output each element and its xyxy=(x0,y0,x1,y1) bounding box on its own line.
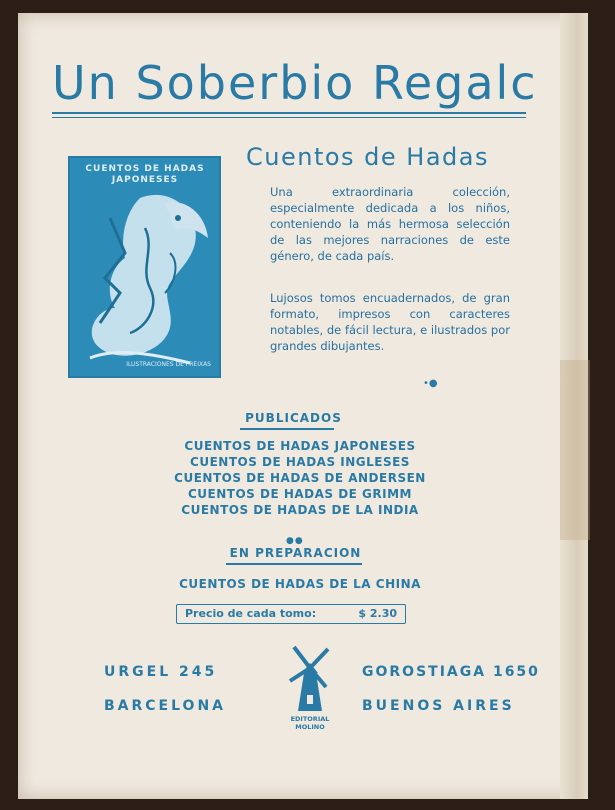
price-value: $ 2.30 xyxy=(358,607,397,620)
book-cover-image xyxy=(68,156,221,378)
in-preparation-heading: EN PREPARACION xyxy=(229,546,362,560)
published-item: CUENTOS DE HADAS DE ANDERSEN xyxy=(174,471,426,485)
in-preparation-heading-underline xyxy=(226,563,362,565)
published-item: CUENTOS DE HADAS JAPONESES xyxy=(184,439,416,453)
publisher-line1: EDITORIAL xyxy=(290,715,330,723)
address-right-city: BUENOS AIRES xyxy=(362,698,515,714)
price-box xyxy=(176,604,406,624)
windmill-logo-icon xyxy=(280,643,340,713)
cover-title: CUENTOS DE HADAS JAPONESES xyxy=(85,164,205,185)
in-preparation-list xyxy=(0,576,600,592)
published-item: CUENTOS DE HADAS DE GRIMM xyxy=(187,487,412,501)
cover-credit: ILUSTRACIONES DE FREIXAS xyxy=(126,361,211,368)
published-item: CUENTOS DE HADAS DE LA INDIA xyxy=(181,503,419,517)
description-paragraph-1: Una extraordinaria colección, especialmente dedicada a los niños, conteniendo la más hermosa selección de las mejores narraciones de este género, de cada país. xyxy=(270,185,510,263)
page-title: Un Soberbio Regalc xyxy=(52,56,538,110)
address-right-street: GOROSTIAGA 1650 xyxy=(362,664,540,680)
title-rule-top xyxy=(52,112,526,114)
published-list xyxy=(0,438,600,518)
dragon-illustration xyxy=(70,158,219,376)
published-item: CUENTOS DE HADAS INGLESES xyxy=(190,455,410,469)
published-heading-underline xyxy=(240,428,334,430)
published-heading: PUBLICADOS xyxy=(245,411,342,425)
ornament-dot: •● xyxy=(423,378,438,389)
publisher-line2: MOLINO xyxy=(295,723,325,731)
in-preparation-item: CUENTOS DE HADAS DE LA CHINA xyxy=(179,577,421,591)
price-label: Precio de cada tomo: xyxy=(185,607,317,620)
address-left-street: URGEL 245 xyxy=(104,664,218,680)
ornament-dots: ●● xyxy=(286,536,304,546)
title-rule-bottom xyxy=(52,117,526,118)
series-subtitle: Cuentos de Hadas xyxy=(246,143,489,171)
address-left-city: BARCELONA xyxy=(104,698,226,714)
description-paragraph-2: Lujosos tomos encuadernados, de gran formato, impresos con caracteres notables, de fácil lectura, e ilustrados por grandes dibujantes. xyxy=(270,291,510,353)
publisher-logo-text xyxy=(280,715,340,731)
